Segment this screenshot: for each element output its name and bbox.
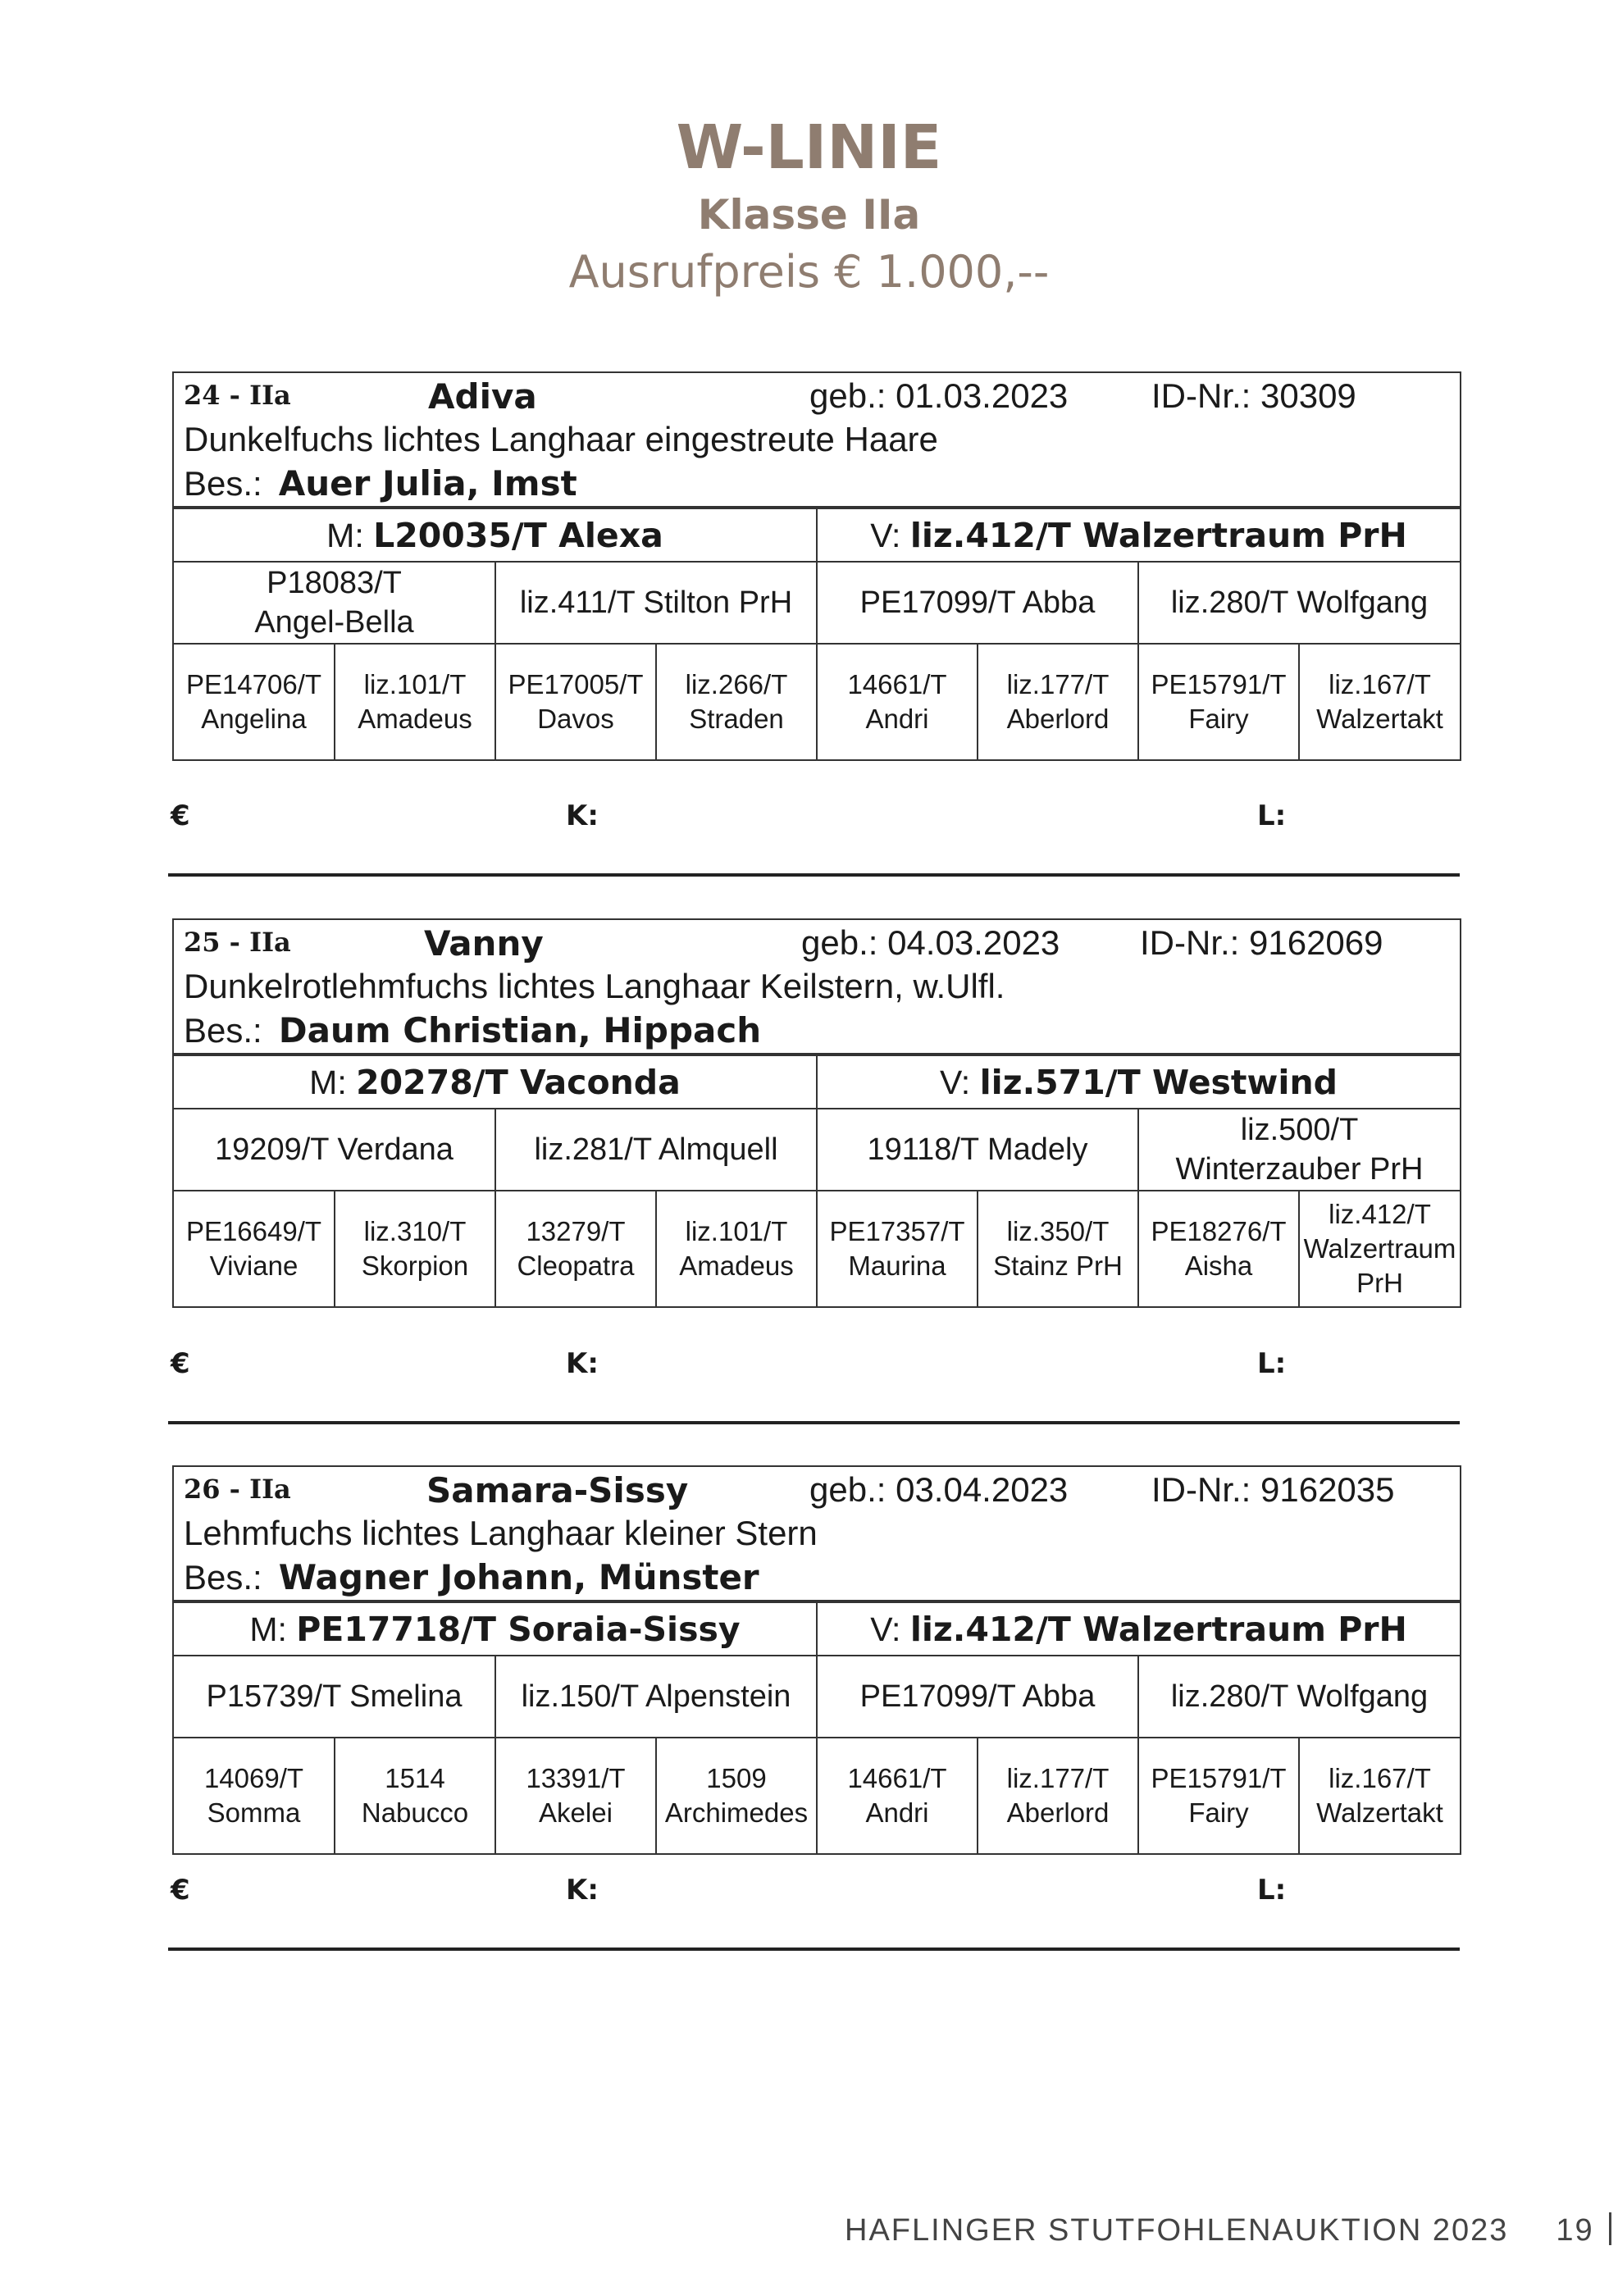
id-number: ID-Nr.: 30309 <box>1151 376 1356 415</box>
owner-line <box>184 463 577 503</box>
sire-cell <box>817 508 1460 561</box>
bid-line <box>171 800 1460 832</box>
sire-prefix: V: <box>870 516 901 554</box>
owner-label: Bes.: <box>184 1011 262 1050</box>
page-number: 19 <box>1556 2213 1594 2248</box>
grandparent-cell: liz.281/T Almquell <box>495 1109 817 1190</box>
dam-prefix: M: <box>309 1063 347 1101</box>
grandparents-row <box>174 1655 1460 1737</box>
footer-title: HAFLINGER STUTFOHLENAUKTION 2023 <box>845 2213 1509 2248</box>
owner-name: Auer Julia, Imst <box>278 463 577 503</box>
lot-card-24 <box>172 371 1461 761</box>
euro-label: € <box>171 800 190 832</box>
birth-date: geb.: 01.03.2023 <box>809 376 1069 415</box>
great-grandparent-cell: PE15791/T Fairy <box>1138 644 1299 759</box>
parents-row <box>174 508 1460 561</box>
great-grandparents-row <box>174 1737 1460 1853</box>
great-grandparent-cell: liz.350/T Stainz PrH <box>978 1191 1138 1306</box>
k-label: K: <box>566 800 599 832</box>
grandparent-cell: PE17099/T Abba <box>817 562 1138 643</box>
grandparent-cell: 19118/T Madely <box>817 1109 1138 1190</box>
great-grandparent-cell: liz.167/T Walzertakt <box>1299 644 1460 759</box>
sire-prefix: V: <box>870 1610 901 1648</box>
lot-number: 24 - IIa <box>184 380 291 411</box>
owner-line <box>184 1557 759 1597</box>
sire-name: liz.571/T Westwind <box>979 1062 1338 1102</box>
l-label: L: <box>1257 1874 1287 1906</box>
owner-name: Wagner Johann, Münster <box>278 1557 759 1597</box>
grandparent-cell: liz.280/T Wolfgang <box>1138 1656 1460 1737</box>
great-grandparent-cell: liz.101/T Amadeus <box>656 1191 817 1306</box>
grandparent-cell: liz.500/T Winterzauber PrH <box>1138 1109 1460 1190</box>
sire-prefix: V: <box>939 1063 971 1101</box>
sire-name: liz.412/T Walzertraum PrH <box>909 1609 1407 1649</box>
description: Lehmfuchs lichtes Langhaar kleiner Stern <box>184 1514 818 1552</box>
great-grandparent-cell: 13391/T Akelei <box>495 1738 656 1853</box>
dam-name: 20278/T Vaconda <box>356 1062 681 1102</box>
grandparent-cell: 19209/T Verdana <box>174 1109 495 1190</box>
great-grandparent-cell: 14661/T Andri <box>817 1738 978 1853</box>
great-grandparents-row <box>174 1190 1460 1306</box>
great-grandparent-cell: PE15791/T Fairy <box>1138 1738 1299 1853</box>
lot-number: 26 - IIa <box>184 1474 291 1505</box>
divider <box>168 1421 1460 1424</box>
grandparent-cell: liz.150/T Alpenstein <box>495 1656 817 1737</box>
grandparent-cell: PE17099/T Abba <box>817 1656 1138 1737</box>
owner-label: Bes.: <box>184 1558 262 1597</box>
horse-name: Vanny <box>424 923 544 963</box>
footer-divider <box>1609 2212 1611 2245</box>
great-grandparent-cell: liz.266/T Straden <box>656 644 817 759</box>
great-grandparent-cell: 1509 Archimedes <box>656 1738 817 1853</box>
description: Dunkelfuchs lichtes Langhaar eingestreute Haare <box>184 420 938 458</box>
sire-cell <box>817 1055 1460 1108</box>
dam-cell <box>174 1055 817 1108</box>
dam-prefix: M: <box>326 516 364 554</box>
k-label: K: <box>566 1347 599 1380</box>
dam-name: L20035/T Alexa <box>373 515 663 555</box>
lot-card-25 <box>172 918 1461 1308</box>
id-number: ID-Nr.: 9162035 <box>1151 1470 1395 1509</box>
parents-row <box>174 1601 1460 1655</box>
page-header <box>0 107 1618 303</box>
owner-line <box>184 1010 761 1050</box>
lot-info <box>174 373 1460 508</box>
grandparent-cell: liz.411/T Stilton PrH <box>495 562 817 643</box>
great-grandparent-cell: PE18276/T Aisha <box>1138 1191 1299 1306</box>
great-grandparent-cell: liz.412/T Walzertraum PrH <box>1299 1191 1460 1306</box>
horse-name: Samara-Sissy <box>426 1470 689 1510</box>
great-grandparent-cell: 13279/T Cleopatra <box>495 1191 656 1306</box>
euro-label: € <box>171 1874 190 1906</box>
great-grandparent-cell: liz.177/T Aberlord <box>978 644 1138 759</box>
great-grandparent-cell: 14661/T Andri <box>817 644 978 759</box>
sire-name: liz.412/T Walzertraum PrH <box>909 515 1407 555</box>
euro-label: € <box>171 1347 190 1380</box>
parents-row <box>174 1055 1460 1108</box>
grandparent-cell: P15739/T Smelina <box>174 1656 495 1737</box>
great-grandparents-row <box>174 643 1460 759</box>
lot-number: 25 - IIa <box>184 927 291 958</box>
l-label: L: <box>1257 800 1287 832</box>
horse-name: Adiva <box>428 376 537 417</box>
great-grandparent-cell: PE14706/T Angelina <box>174 644 335 759</box>
grandparent-cell: liz.280/T Wolfgang <box>1138 562 1460 643</box>
sire-cell <box>817 1602 1460 1655</box>
bid-line <box>171 1874 1460 1906</box>
page-footer <box>845 2212 1594 2253</box>
grandparents-row <box>174 561 1460 643</box>
great-grandparent-cell: PE17357/T Maurina <box>817 1191 978 1306</box>
class-heading: Klasse IIa <box>697 191 921 239</box>
grandparent-cell: P18083/T Angel-Bella <box>174 562 495 643</box>
birth-date: geb.: 04.03.2023 <box>801 923 1060 962</box>
birth-date: geb.: 03.04.2023 <box>809 1470 1069 1509</box>
great-grandparent-cell: 14069/T Somma <box>174 1738 335 1853</box>
divider <box>168 1947 1460 1951</box>
great-grandparent-cell: liz.310/T Skorpion <box>335 1191 495 1306</box>
lot-info <box>174 1467 1460 1601</box>
lot-info <box>174 920 1460 1055</box>
grandparents-row <box>174 1108 1460 1190</box>
divider <box>168 873 1460 877</box>
owner-label: Bes.: <box>184 464 262 503</box>
great-grandparent-cell: liz.167/T Walzertakt <box>1299 1738 1460 1853</box>
dam-cell <box>174 1602 817 1655</box>
dam-prefix: M: <box>249 1610 287 1648</box>
great-grandparent-cell: PE17005/T Davos <box>495 644 656 759</box>
great-grandparent-cell: 1514 Nabucco <box>335 1738 495 1853</box>
bid-line <box>171 1347 1460 1380</box>
great-grandparent-cell: liz.177/T Aberlord <box>978 1738 1138 1853</box>
id-number: ID-Nr.: 9162069 <box>1140 923 1383 962</box>
great-grandparent-cell: liz.101/T Amadeus <box>335 644 495 759</box>
dam-name: PE17718/T Soraia-Sissy <box>296 1609 741 1649</box>
dam-cell <box>174 508 817 561</box>
k-label: K: <box>566 1874 599 1906</box>
owner-name: Daum Christian, Hippach <box>278 1010 762 1050</box>
l-label: L: <box>1257 1347 1287 1380</box>
great-grandparent-cell: PE16649/T Viviane <box>174 1191 335 1306</box>
description: Dunkelrotlehmfuchs lichtes Langhaar Keilstern, w.Ulfl. <box>184 967 1005 1005</box>
lot-card-26 <box>172 1465 1461 1855</box>
page-title: W-LINIE <box>676 112 942 183</box>
reserve-price: Ausrufpreis € 1.000,-- <box>568 246 1050 298</box>
